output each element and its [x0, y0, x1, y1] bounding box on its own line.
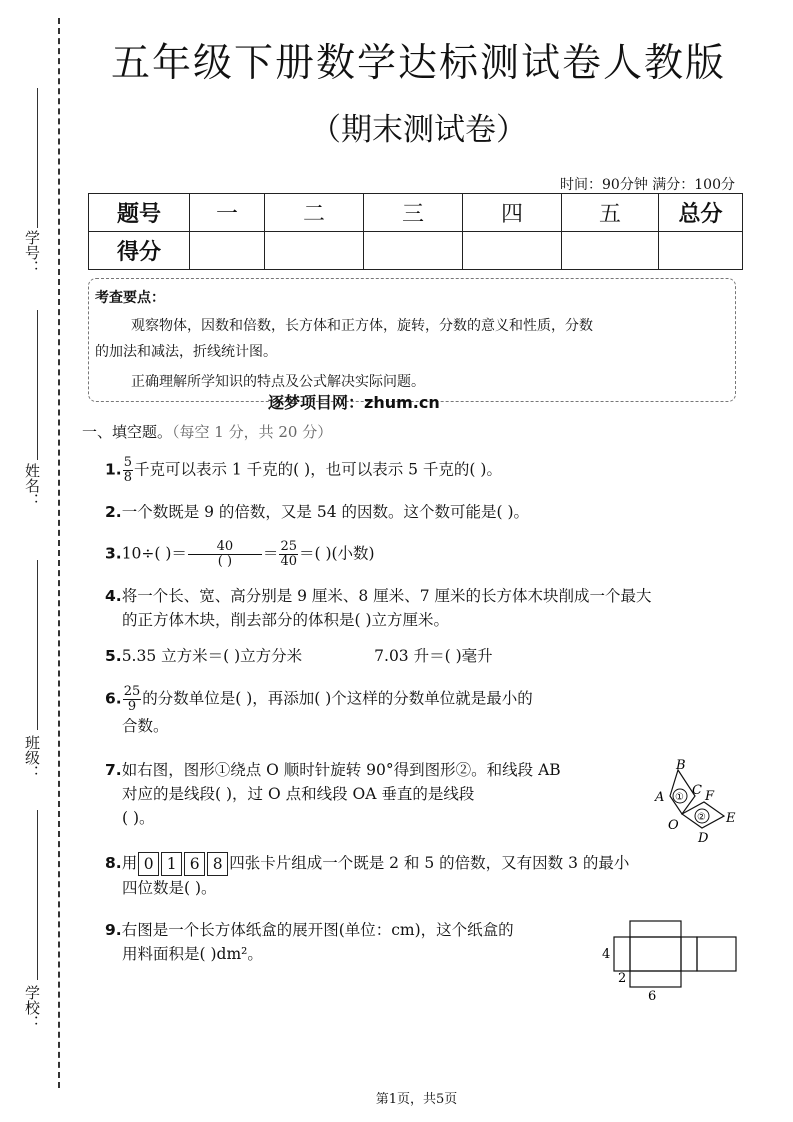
key-points-line: 观察物体，因数和倍数，长方体和正方体，旋转，分数的意义和性质，分数	[131, 318, 593, 334]
question-text: 一个数既是 9 的倍数，又是 54 的因数。这个数可能是( )。	[121, 503, 530, 521]
score-cell[interactable]	[659, 232, 743, 270]
section-note: （每空 1 分，共 20 分）	[172, 423, 333, 441]
school-line	[37, 810, 38, 980]
header-cell: 五	[562, 194, 659, 232]
time-info: 时间：90分钟 满分：100分	[560, 177, 735, 193]
name-label: 姓名：	[23, 463, 41, 508]
question-number: 9.	[105, 921, 122, 939]
score-cell[interactable]	[562, 232, 659, 270]
net-bottom	[630, 971, 681, 987]
fraction-numerator: 5	[123, 455, 132, 470]
header-cell: 题号	[89, 194, 190, 232]
net-side-left	[614, 937, 630, 971]
label-f: F	[705, 789, 715, 804]
question-text: 将一个长、宽、高分别是 9 厘米、8 厘米、7 厘米的长方体木块削成一个最大	[121, 587, 652, 605]
question-text: 千克可以表示 1 千克的( )，也可以表示 5 千克的( )。	[133, 460, 502, 479]
binding-dashed-line	[58, 18, 60, 1088]
question-number: 1.	[105, 460, 122, 479]
fraction	[123, 685, 142, 714]
question-text: 右图是一个长方体纸盒的展开图(单位：cm)，这个纸盒的	[121, 921, 514, 939]
exam-subtitle: （期末测试卷）	[310, 112, 527, 148]
question-5	[105, 644, 493, 668]
question-text: 的正方体木块，削去部分的体积是( )立方厘米。	[122, 611, 450, 629]
fraction-numerator: 25	[123, 684, 141, 699]
header-cell: 三	[364, 194, 463, 232]
question-text: 用	[121, 854, 138, 872]
question-number: 7.	[105, 761, 122, 779]
label-c: C	[692, 783, 702, 798]
question-3	[105, 540, 375, 569]
question-text: 如右图，图形①绕点 O 顺时针旋转 90°得到图形②。和线段 AB	[121, 761, 561, 779]
header-cell: 一	[190, 194, 265, 232]
score-row-label: 得分	[89, 232, 190, 270]
question-text: 7.03 升＝( )毫升	[374, 647, 493, 665]
question-text: 四张卡片组成一个既是 2 和 5 的倍数，又有因数 3 的最小	[229, 854, 630, 872]
number-card: 1	[161, 852, 182, 876]
equals-sign: ＝	[262, 544, 279, 563]
fraction-numerator: 40	[188, 540, 262, 555]
dim-length: 6	[648, 989, 657, 1003]
page-footer: 第1页，共5页	[375, 1092, 458, 1107]
fraction-denominator: 8	[123, 470, 132, 485]
question-number: 6.	[105, 689, 122, 708]
label-d: D	[698, 831, 709, 846]
fraction-denominator: ( )	[217, 554, 233, 569]
score-header-row	[89, 194, 743, 232]
label-circle-1: ①	[675, 792, 684, 803]
section-title: 一、填空题。	[82, 423, 173, 441]
key-points-title: 考查要点：	[95, 290, 165, 306]
watermark-text: 逐梦项目网：zhum.cn	[268, 393, 440, 412]
label-e: E	[726, 811, 736, 826]
fraction-denominator: 9	[127, 699, 137, 714]
student-no-label: 学号：	[23, 230, 41, 275]
score-cell[interactable]	[190, 232, 265, 270]
question-6	[105, 685, 533, 738]
question-text: ＝( )(小数)	[298, 544, 375, 563]
dim-width: 2	[618, 971, 627, 986]
question-text: 四位数是( )。	[122, 879, 217, 897]
key-points-line: 的加法和减法，折线统计图。	[95, 344, 277, 360]
header-cell: 四	[463, 194, 562, 232]
label-b: B	[676, 758, 686, 773]
label-circle-2: ②	[697, 812, 706, 823]
fraction	[279, 540, 298, 569]
class-label: 班级：	[23, 735, 41, 780]
question-text: 的分数单位是( )，再添加( )个这样的分数单位就是最小的	[142, 689, 533, 708]
section-heading	[82, 421, 332, 442]
question-text: 对应的是线段( )，过 O 点和线段 OA 垂直的是线段	[122, 785, 475, 803]
fraction	[188, 540, 262, 569]
question-text: 10÷( )＝	[121, 544, 187, 563]
fraction	[123, 456, 133, 485]
question-text: 合数。	[122, 717, 169, 735]
question-number: 8.	[105, 854, 122, 872]
question-text: 5.35 立方米＝( )立方分米	[121, 647, 303, 665]
key-points-line: 正确理解所学知识的特点及公式解决实际问题。	[131, 374, 425, 390]
net-front	[630, 937, 681, 971]
label-a: A	[655, 790, 665, 805]
box-net-figure	[598, 917, 743, 1003]
label-o: O	[668, 818, 679, 833]
net-side-right	[681, 937, 697, 971]
fraction-numerator: 25	[280, 539, 297, 554]
rotation-figure	[652, 756, 742, 848]
score-cell[interactable]	[364, 232, 463, 270]
question-1	[105, 456, 502, 485]
header-cell: 二	[265, 194, 364, 232]
number-card: 8	[207, 852, 228, 876]
score-row	[89, 232, 743, 270]
dim-height: 4	[602, 947, 611, 962]
question-text: ( )。	[122, 809, 155, 827]
question-number: 5.	[105, 647, 122, 665]
name-line	[37, 310, 38, 460]
number-card: 6	[184, 852, 205, 876]
score-table	[88, 193, 743, 270]
question-number: 3.	[105, 544, 122, 563]
header-cell: 总分	[659, 194, 743, 232]
question-8	[105, 851, 629, 900]
score-cell[interactable]	[463, 232, 562, 270]
score-cell[interactable]	[265, 232, 364, 270]
exam-title: 五年级下册数学达标测试卷人教版	[110, 41, 726, 86]
question-4	[105, 584, 651, 632]
question-number: 2.	[105, 503, 122, 521]
question-7	[105, 758, 561, 830]
question-2	[105, 500, 529, 524]
key-points-box	[88, 278, 736, 402]
question-text: 用料面积是( )dm²。	[122, 945, 263, 963]
net-back	[697, 937, 736, 971]
number-card: 0	[138, 852, 159, 876]
class-line	[37, 560, 38, 730]
fraction-denominator: 40	[280, 554, 297, 569]
school-label: 学校：	[23, 985, 41, 1030]
question-number: 4.	[105, 587, 122, 605]
question-9	[105, 918, 514, 966]
net-top	[630, 921, 681, 937]
